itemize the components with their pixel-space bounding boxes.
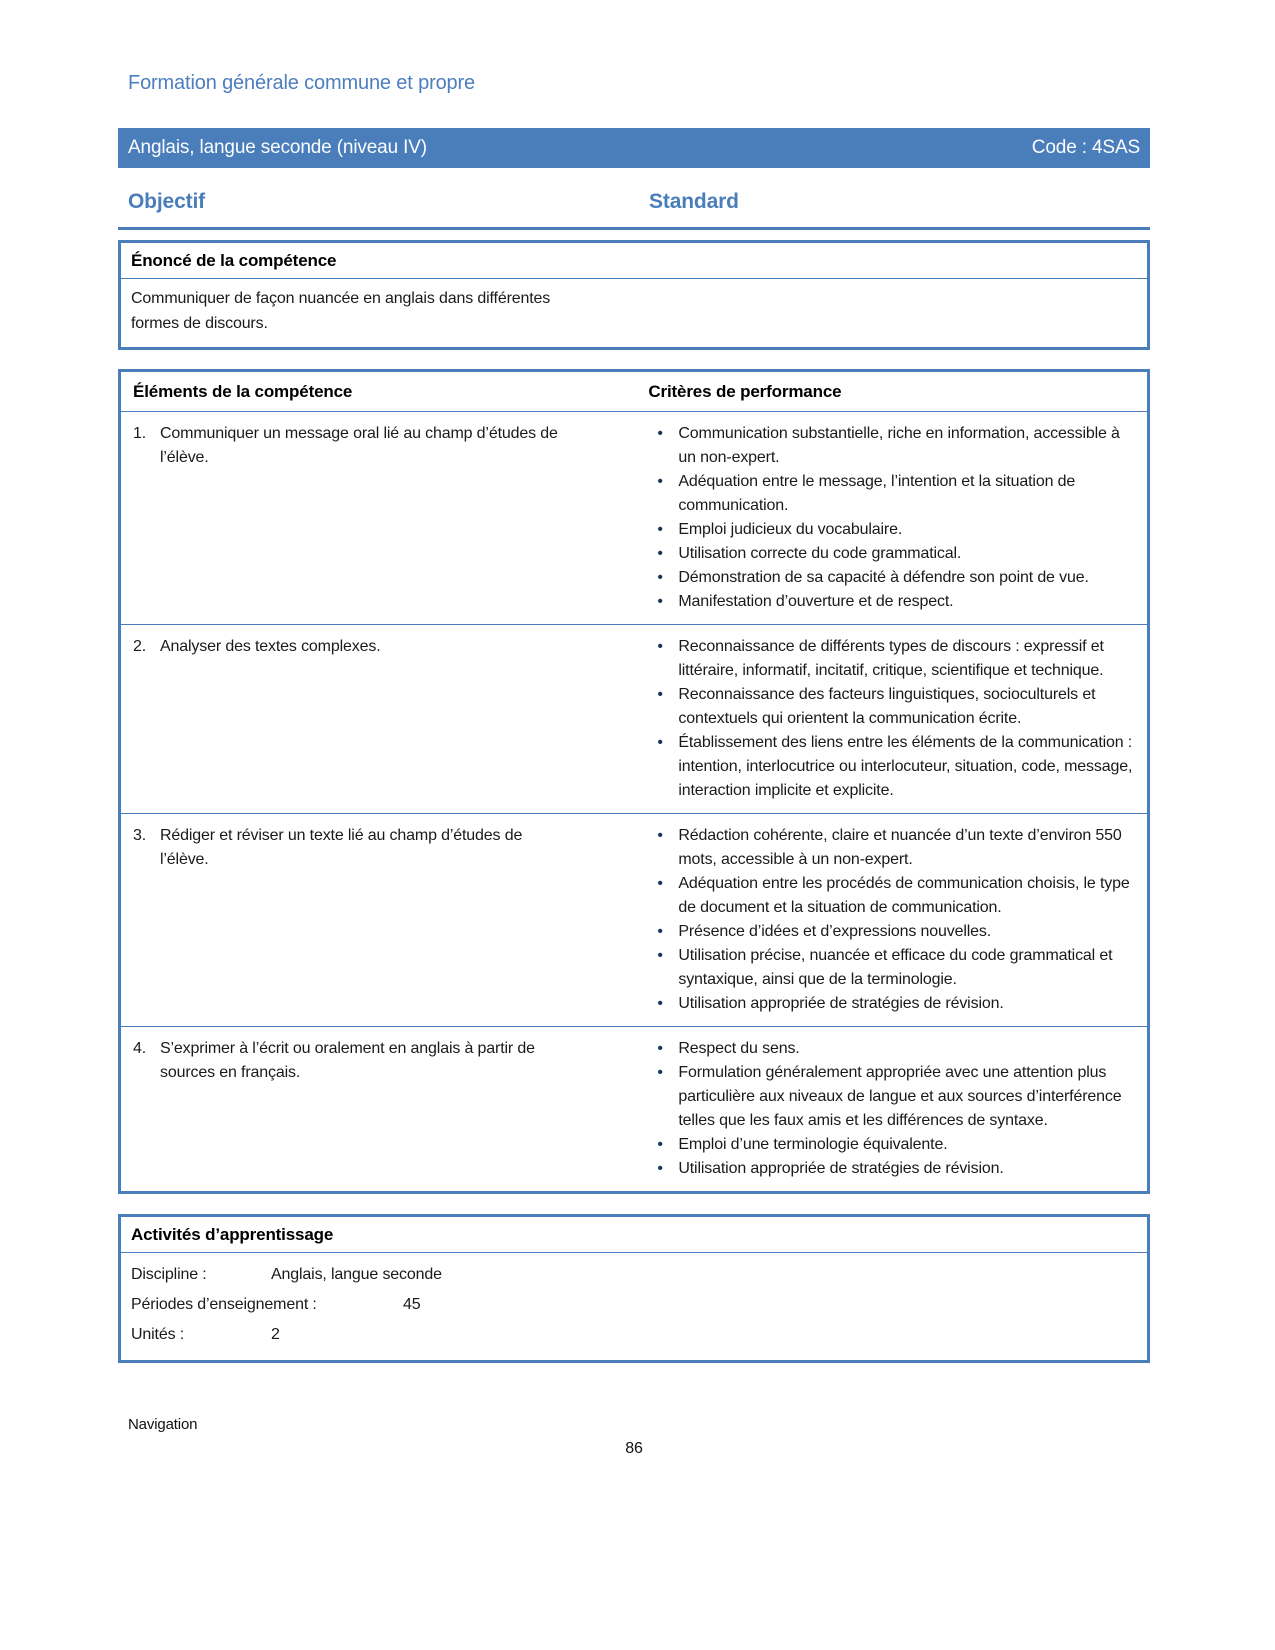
element-text: Communiquer un message oral lié au champ d’études de l’élève.	[160, 425, 558, 466]
criteria-item: • Utilisation appropriée de stratégies de révision.	[648, 1157, 1135, 1181]
competence-table	[118, 369, 1150, 1194]
criteria-item: • Utilisation appropriée de stratégies de révision.	[648, 992, 1135, 1016]
element-cell	[121, 412, 648, 624]
criteria-item: • Emploi d’une terminologie équivalente.	[648, 1133, 1135, 1157]
criteria-cell	[648, 625, 1147, 813]
table-row	[121, 412, 1147, 624]
table-row	[121, 624, 1147, 813]
criteria-item: • Manifestation d’ouverture et de respect.	[648, 590, 1135, 614]
enonce-text: Communiquer de façon nuancée en anglais dans différentes formes de discours.	[131, 290, 551, 332]
element-number: 2.	[133, 638, 147, 655]
course-name: Anglais, langue seconde (niveau IV)	[128, 137, 427, 158]
criteria-cell	[648, 814, 1147, 1026]
activites-line	[131, 1260, 1137, 1290]
activites-line	[131, 1290, 1137, 1320]
element-cell	[121, 814, 648, 1026]
criteria-item: • Emploi judicieux du vocabulaire.	[648, 518, 1135, 542]
element-cell	[121, 1027, 648, 1191]
activites-line	[131, 1320, 1137, 1350]
activites-label: Unités :	[131, 1326, 185, 1343]
course-title-bar	[118, 128, 1150, 168]
criteria-item: • Rédaction cohérente, claire et nuancée d’un texte d’environ 550 mots, accessible à un non-expert.	[648, 824, 1135, 872]
objectif-heading: Objectif	[128, 190, 205, 213]
element-number: 3.	[133, 827, 147, 844]
criteria-cell	[648, 412, 1147, 624]
activites-label: Périodes d’enseignement :	[131, 1296, 317, 1313]
criteria-list	[648, 1037, 1135, 1181]
activites-box	[118, 1214, 1150, 1363]
criteria-item: • Utilisation correcte du code grammatical.	[648, 542, 1135, 566]
document-page	[118, 0, 1150, 1458]
criteria-item: • Adéquation entre le message, l’intention et la situation de communication.	[648, 470, 1135, 518]
criteria-item: • Présence d’idées et d’expressions nouvelles.	[648, 920, 1135, 944]
activites-value: Anglais, langue seconde	[271, 1266, 442, 1283]
course-code: Code : 4SAS	[1031, 137, 1140, 158]
criteria-item: • Démonstration de sa capacité à défendre son point de vue.	[648, 566, 1135, 590]
page-footer	[118, 1415, 1150, 1458]
table-header-elements: Éléments de la compétence	[133, 382, 353, 401]
criteria-item: • Formulation généralement appropriée avec une attention plus particulière aux niveaux de langue et aux sources d’interférence telles que les faux amis et les différences de syntaxe.	[648, 1061, 1135, 1133]
criteria-cell	[648, 1027, 1147, 1191]
element-cell	[121, 625, 648, 813]
table-row	[121, 813, 1147, 1026]
criteria-list	[648, 824, 1135, 1016]
activites-value: 2	[271, 1326, 280, 1343]
footer-navigation-label: Navigation	[128, 1416, 198, 1433]
criteria-list	[648, 635, 1135, 803]
criteria-list	[648, 422, 1135, 614]
criteria-item: • Utilisation précise, nuancée et efficace du code grammatical et syntaxique, ainsi que de la terminologie.	[648, 944, 1135, 992]
element-text: S’exprimer à l’écrit ou oralement en anglais à partir de sources en français.	[160, 1040, 535, 1081]
enonce-header: Énoncé de la compétence	[121, 243, 1147, 279]
page-number: 86	[625, 1440, 643, 1457]
enonce-box	[118, 240, 1150, 350]
criteria-item: • Reconnaissance de différents types de discours : expressif et littéraire, informatif, incitatif, critique, scientifique et technique.	[648, 635, 1135, 683]
activites-label: Discipline :	[131, 1266, 207, 1283]
activites-header: Activités d’apprentissage	[121, 1217, 1147, 1253]
criteria-item: • Respect du sens.	[648, 1037, 1135, 1061]
criteria-item: • Adéquation entre les procédés de communication choisis, le type de document et la situation de communication.	[648, 872, 1135, 920]
section-title: Formation générale commune et propre	[128, 72, 476, 94]
element-text: Rédiger et réviser un texte lié au champ d’études de l’élève.	[160, 827, 523, 868]
activites-value: 45	[403, 1296, 421, 1313]
criteria-item: • Établissement des liens entre les éléments de la communication : intention, interlocutrice ou interlocuteur, situation, code, message, interaction implicite et explicite.	[648, 731, 1135, 803]
criteria-item: • Reconnaissance des facteurs linguistiques, socioculturels et contextuels qui orientent la communication écrite.	[648, 683, 1135, 731]
horizontal-divider	[118, 227, 1150, 230]
element-text: Analyser des textes complexes.	[160, 638, 381, 655]
table-header-criteres: Critères de performance	[648, 382, 842, 401]
activites-body	[121, 1253, 1147, 1360]
element-number: 4.	[133, 1040, 147, 1057]
column-headings	[118, 188, 1150, 215]
criteria-item: • Communication substantielle, riche en information, accessible à un non-expert.	[648, 422, 1135, 470]
table-row	[121, 1026, 1147, 1191]
enonce-body	[121, 279, 1147, 347]
table-header-row	[121, 372, 1147, 412]
table-body	[121, 412, 1147, 1191]
standard-heading: Standard	[649, 190, 739, 213]
element-number: 1.	[133, 425, 147, 442]
